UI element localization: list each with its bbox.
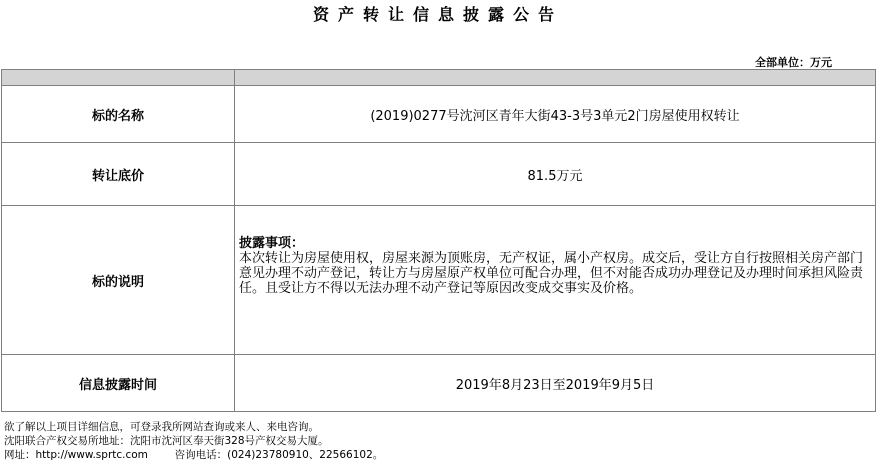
footer <box>4 420 383 462</box>
reserve-price-value: 81.5万元 <box>235 143 876 206</box>
disclosure-heading: 披露事项： <box>239 236 305 251</box>
disclosure-table <box>1 69 876 412</box>
description-label: 标的说明 <box>2 206 235 355</box>
table-row-description <box>2 206 876 355</box>
subject-name-label: 标的名称 <box>2 86 235 143</box>
disclosure-period-value: 2019年8月23日至2019年9月5日 <box>235 355 876 412</box>
reserve-price-label: 转让底价 <box>2 143 235 206</box>
table-row-subject-name <box>2 86 876 143</box>
table-row-reserve-price <box>2 143 876 206</box>
website-link[interactable]: http://www.sprtc.com <box>35 449 148 461</box>
disclosure-text: 本次转让为房屋使用权，房屋来源为顶账房，无产权证，属小产权房。成交后，受让方自行按照相关房产部门意见办理不动产登记，转让方与房屋原产权单位可配合办理，但不对能否成功办理登记及办理时间承担风险责任。且受让方不得以无法办理不动产登记等原因改变成交事实及价格。 <box>239 251 864 296</box>
unit-label: 全部单位：万元 <box>755 56 832 69</box>
table-header-row <box>2 70 876 86</box>
phone-label: 咨询电话： <box>174 449 228 461</box>
footer-address: 沈阳联合产权交易所地址：沈阳市沈河区奉天街328号产权交易大厦。 <box>4 435 329 447</box>
phone-number: (024)23780910、22566102。 <box>227 449 384 461</box>
website-label: 网址： <box>4 449 36 461</box>
header-cell-right <box>235 70 876 86</box>
header-cell-left <box>2 70 235 86</box>
table-row-disclosure-period <box>2 355 876 412</box>
footer-inquiry-note: 欲了解以上项目详细信息，可登录我所网站查询或来人、来电咨询。 <box>4 421 319 433</box>
description-cell <box>235 206 876 355</box>
subject-name-value: (2019)0277号沈河区青年大街43-3号3单元2门房屋使用权转让 <box>235 86 876 143</box>
footer-contact-line <box>4 448 383 462</box>
page-title: 资产转让信息披露公告 <box>312 5 563 24</box>
disclosure-period-label: 信息披露时间 <box>2 355 235 412</box>
